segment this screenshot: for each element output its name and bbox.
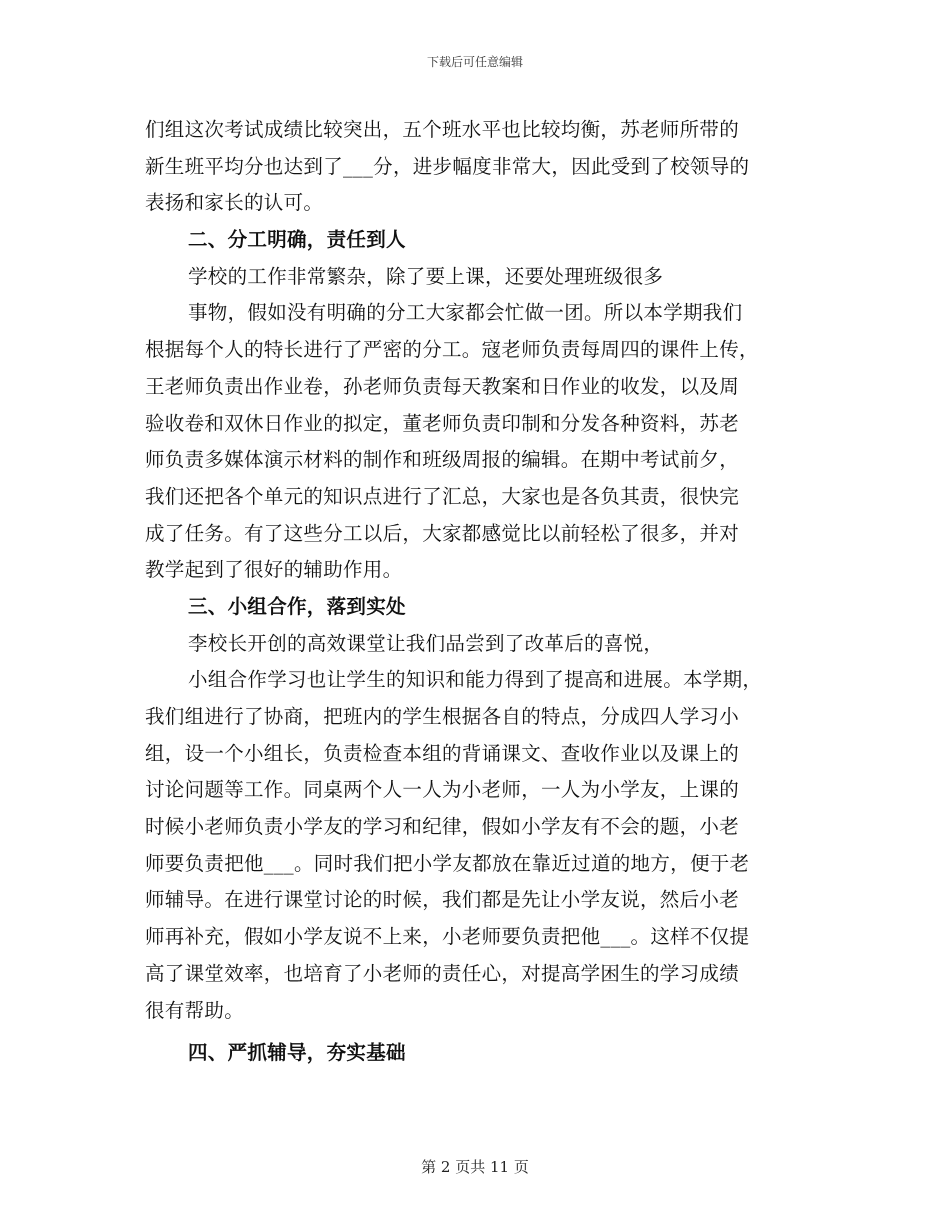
document-body [145,112,810,1072]
body-line: 师再补充，假如小学友说不上来，小老师要负责把他___。这样不仅提 [145,925,750,949]
body-line: 我们组进行了协商，把班内的学生根据各自的特点，分成四人学习小 [145,705,740,728]
body-line: 小组合作学习也让学生的知识和能力得到了提高和进展。本学期， [188,668,763,692]
body-line: 学校的工作非常繁杂，除了要上课，还要处理班级很多 [188,264,664,288]
body-line: 很有帮助。 [145,998,245,1022]
body-line: 李校长开创的高效课堂让我们品尝到了改革后的喜悦， [188,631,664,655]
body-line: 组，设一个小组长，负责检查本组的背诵课文、查收作业以及课上的 [145,741,740,765]
body-line: 成了任务。有了这些分工以后，大家都感觉比以前轻松了很多，并对 [145,521,740,545]
body-line: 根据每个人的特长进行了严密的分工。寇老师负责每周四的课件上传， [145,338,759,362]
body-line: 我们还把各个单元的知识点进行了汇总，大家也是各负其责，很快完 [145,484,740,508]
body-line: 教学起到了很好的辅助作用。 [145,558,403,582]
body-line: 高了课堂效率，也培育了小老师的责任心，对提高学困生的学习成绩 [145,961,740,985]
body-line: 王老师负责出作业卷，孙老师负责每天教案和日作业的收发，以及周 [145,374,740,398]
page-footer: 第 2 页共 11 页 [421,1158,529,1176]
section-heading: 二、分工明确，责任到人 [188,228,406,252]
body-line: 事物，假如没有明确的分工大家都会忙做一团。所以本学期我们 [188,301,743,325]
section-heading: 三、小组合作，落到实处 [188,594,406,618]
body-line: 时候小老师负责小学友的学习和纪律，假如小学友有不会的题，小老 [145,815,740,839]
body-line: 师要负责把他___。同时我们把小学友都放在靠近过道的地方，便于老 [145,851,750,875]
body-line: 新生班平均分也达到了___分，进步幅度非常大，因此受到了校领导的 [145,154,750,178]
body-line: 师负责多媒体演示材料的制作和班级周报的编辑。在期中考试前夕， [145,448,740,472]
body-line: 们组这次考试成绩比较突出，五个班水平也比较均衡，苏老师所带的 [145,118,740,141]
section-heading: 四、严抓辅导，夯实基础 [188,1041,406,1065]
body-line: 表扬和家长的认可。 [145,191,324,215]
body-line: 师辅导。在进行课堂讨论的时候，我们都是先让小学友说，然后小老 [145,888,740,912]
body-line: 讨论问题等工作。同桌两个人一人为小老师，一人为小学友，上课的 [145,778,740,802]
body-line: 验收卷和双休日作业的拟定，董老师负责印制和分发各种资料，苏老 [145,411,740,435]
page-header: 下载后可任意编辑 [426,55,523,69]
